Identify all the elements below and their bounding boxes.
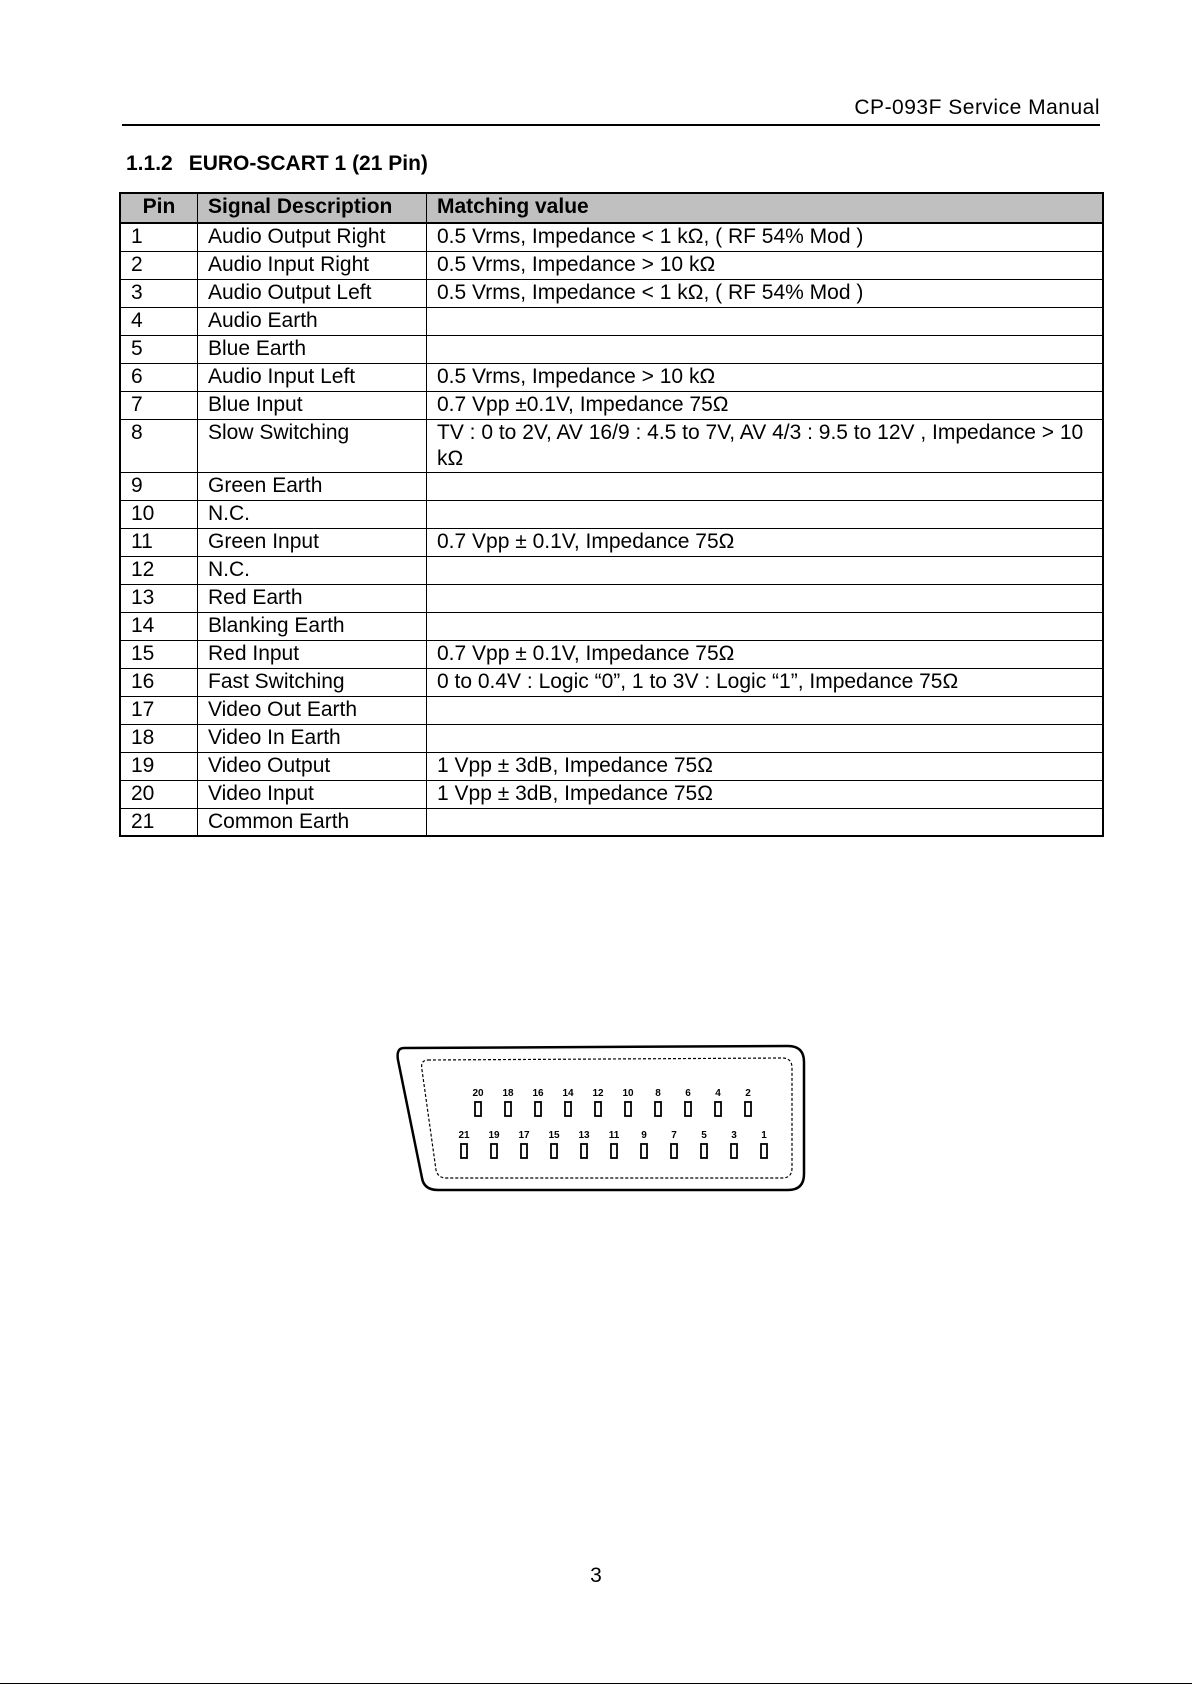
- connector-outline: [398, 1046, 804, 1190]
- pin-cell: 13: [120, 584, 198, 612]
- pin-cell: 10: [120, 500, 198, 528]
- pin-cell: 15: [120, 640, 198, 668]
- matching-value-cell: 0.7 Vpp ±0.1V, Impedance 75Ω: [427, 391, 1104, 419]
- matching-value-cell: 0.7 Vpp ± 0.1V, Impedance 75Ω: [427, 528, 1104, 556]
- matching-value-cell: [427, 584, 1104, 612]
- top_row-pin-label: 10: [622, 1088, 634, 1099]
- bottom_row-pin-contact: [611, 1144, 617, 1158]
- signal-description-cell: Audio Input Right: [198, 251, 427, 279]
- column-header-pin: Pin: [120, 193, 198, 223]
- top_row-pin-label: 8: [655, 1088, 661, 1099]
- top_row-pin-label: 6: [685, 1088, 691, 1099]
- signal-description-cell: Green Input: [198, 528, 427, 556]
- top_row-pin-label: 2: [745, 1088, 751, 1099]
- top_row-pin-label: 20: [472, 1088, 484, 1099]
- pin-cell: 4: [120, 307, 198, 335]
- bottom_row-pin-label: 3: [731, 1130, 737, 1141]
- bottom_row-pin-label: 7: [671, 1130, 677, 1141]
- table-row: [120, 251, 1103, 279]
- page-number: 3: [590, 1564, 602, 1587]
- top_row-pin-label: 12: [592, 1088, 604, 1099]
- top_row-pin-contact: [595, 1102, 601, 1116]
- matching-value-cell: 0.7 Vpp ± 0.1V, Impedance 75Ω: [427, 640, 1104, 668]
- pin-cell: 9: [120, 472, 198, 500]
- table-row: [120, 780, 1103, 808]
- table-row: [120, 363, 1103, 391]
- bottom_row-pin-label: 9: [641, 1130, 647, 1141]
- bottom_row-pin-label: 1: [761, 1130, 767, 1141]
- table-row: [120, 419, 1103, 472]
- bottom_row-pin-contact: [491, 1144, 497, 1158]
- table-row: [120, 279, 1103, 307]
- signal-description-cell: Green Earth: [198, 472, 427, 500]
- matching-value-cell: 0.5 Vrms, Impedance < 1 kΩ, ( RF 54% Mod ): [427, 223, 1104, 251]
- signal-description-cell: Audio Earth: [198, 307, 427, 335]
- table-row: [120, 307, 1103, 335]
- pin-cell: 21: [120, 808, 198, 836]
- bottom_row-pin-contact: [701, 1144, 707, 1158]
- matching-value-cell: 1 Vpp ± 3dB, Impedance 75Ω: [427, 752, 1104, 780]
- matching-value-cell: 0.5 Vrms, Impedance > 10 kΩ: [427, 251, 1104, 279]
- signal-description-cell: Video In Earth: [198, 724, 427, 752]
- matching-value-cell: [427, 307, 1104, 335]
- connector-inner-outline: [422, 1058, 792, 1178]
- table-header-row: [120, 193, 1103, 223]
- bottom_row-pin-contact: [581, 1144, 587, 1158]
- top_row-pin-contact: [745, 1102, 751, 1116]
- bottom_row-pin-contact: [521, 1144, 527, 1158]
- table-row: [120, 640, 1103, 668]
- table-row: [120, 752, 1103, 780]
- table-row: [120, 556, 1103, 584]
- top_row-pin-label: 4: [715, 1088, 721, 1099]
- table-row: [120, 696, 1103, 724]
- pin-cell: 7: [120, 391, 198, 419]
- signal-description-cell: Common Earth: [198, 808, 427, 836]
- pin-cell: 2: [120, 251, 198, 279]
- signal-description-cell: Video Output: [198, 752, 427, 780]
- matching-value-cell: [427, 612, 1104, 640]
- bottom_row-pin-label: 19: [488, 1130, 500, 1141]
- section-heading: EURO-SCART 1 (21 Pin): [188, 152, 428, 175]
- bottom_row-pin-contact: [671, 1144, 677, 1158]
- signal-description-cell: Audio Input Left: [198, 363, 427, 391]
- matching-value-cell: [427, 556, 1104, 584]
- pin-assignment-table: [119, 192, 1104, 837]
- matching-value-cell: [427, 724, 1104, 752]
- pin-cell: 19: [120, 752, 198, 780]
- bottom_row-pin-contact: [461, 1144, 467, 1158]
- matching-value-cell: 0.5 Vrms, Impedance > 10 kΩ: [427, 363, 1104, 391]
- pin-cell: 5: [120, 335, 198, 363]
- signal-description-cell: Red Earth: [198, 584, 427, 612]
- signal-description-cell: Blanking Earth: [198, 612, 427, 640]
- signal-description-cell: Blue Earth: [198, 335, 427, 363]
- table-row: [120, 472, 1103, 500]
- signal-description-cell: Audio Output Left: [198, 279, 427, 307]
- signal-description-cell: N.C.: [198, 556, 427, 584]
- top_row-pin-label: 16: [532, 1088, 544, 1099]
- pin-cell: 16: [120, 668, 198, 696]
- table-row: [120, 223, 1103, 251]
- pin-cell: 6: [120, 363, 198, 391]
- matching-value-cell: [427, 696, 1104, 724]
- matching-value-cell: 1 Vpp ± 3dB, Impedance 75Ω: [427, 780, 1104, 808]
- signal-description-cell: Blue Input: [198, 391, 427, 419]
- pin-cell: 18: [120, 724, 198, 752]
- table-row: [120, 500, 1103, 528]
- pin-cell: 14: [120, 612, 198, 640]
- matching-value-cell: [427, 472, 1104, 500]
- table-body: [120, 223, 1103, 836]
- column-header-matching-value: Matching value: [427, 193, 1104, 223]
- table-row: [120, 668, 1103, 696]
- pin-cell: 8: [120, 419, 198, 472]
- bottom_row-pin-contact: [761, 1144, 767, 1158]
- top_row-pin-contact: [625, 1102, 631, 1116]
- table-row: [120, 612, 1103, 640]
- connector-pins: [458, 1088, 767, 1158]
- matching-value-cell: [427, 335, 1104, 363]
- top_row-pin-label: 14: [562, 1088, 574, 1099]
- top_row-pin-contact: [535, 1102, 541, 1116]
- matching-value-cell: 0.5 Vrms, Impedance < 1 kΩ, ( RF 54% Mod ): [427, 279, 1104, 307]
- section-number: 1.1.2: [126, 152, 173, 175]
- bottom_row-pin-label: 11: [608, 1130, 620, 1141]
- top_row-pin-contact: [655, 1102, 661, 1116]
- bottom_row-pin-label: 5: [701, 1130, 707, 1141]
- table-row: [120, 724, 1103, 752]
- top_row-pin-label: 18: [502, 1088, 514, 1099]
- column-header-signal-description: Signal Description: [198, 193, 427, 223]
- top_row-pin-contact: [685, 1102, 691, 1116]
- bottom_row-pin-label: 13: [578, 1130, 590, 1141]
- signal-description-cell: Fast Switching: [198, 668, 427, 696]
- page-header: CP-093F Service Manual: [854, 96, 1100, 119]
- pin-cell: 12: [120, 556, 198, 584]
- pin-cell: 1: [120, 223, 198, 251]
- signal-description-cell: Video Out Earth: [198, 696, 427, 724]
- table-row: [120, 391, 1103, 419]
- matching-value-cell: [427, 808, 1104, 836]
- table-row: [120, 528, 1103, 556]
- table-row: [120, 335, 1103, 363]
- pin-cell: 17: [120, 696, 198, 724]
- top_row-pin-contact: [565, 1102, 571, 1116]
- top_row-pin-contact: [715, 1102, 721, 1116]
- header-rule: [122, 124, 1100, 126]
- bottom_row-pin-contact: [641, 1144, 647, 1158]
- signal-description-cell: N.C.: [198, 500, 427, 528]
- matching-value-cell: 0 to 0.4V : Logic “0”, 1 to 3V : Logic “1”, Impedance 75Ω: [427, 668, 1104, 696]
- page-bottom-rule: [0, 1683, 1192, 1684]
- scart-connector-diagram: [390, 1040, 810, 1200]
- pin-cell: 3: [120, 279, 198, 307]
- bottom_row-pin-label: 15: [548, 1130, 560, 1141]
- bottom_row-pin-contact: [551, 1144, 557, 1158]
- pin-cell: 20: [120, 780, 198, 808]
- top_row-pin-contact: [505, 1102, 511, 1116]
- signal-description-cell: Red Input: [198, 640, 427, 668]
- matching-value-cell: [427, 500, 1104, 528]
- pin-cell: 11: [120, 528, 198, 556]
- matching-value-cell: TV : 0 to 2V, AV 16/9 : 4.5 to 7V, AV 4/3 : 9.5 to 12V , Impedance > 10 kΩ: [427, 419, 1104, 472]
- signal-description-cell: Audio Output Right: [198, 223, 427, 251]
- bottom_row-pin-label: 17: [518, 1130, 530, 1141]
- signal-description-cell: Video Input: [198, 780, 427, 808]
- section-title: [126, 152, 428, 176]
- bottom_row-pin-label: 21: [458, 1130, 470, 1141]
- table-row: [120, 808, 1103, 836]
- bottom_row-pin-contact: [731, 1144, 737, 1158]
- signal-description-cell: Slow Switching: [198, 419, 427, 472]
- table-row: [120, 584, 1103, 612]
- top_row-pin-contact: [475, 1102, 481, 1116]
